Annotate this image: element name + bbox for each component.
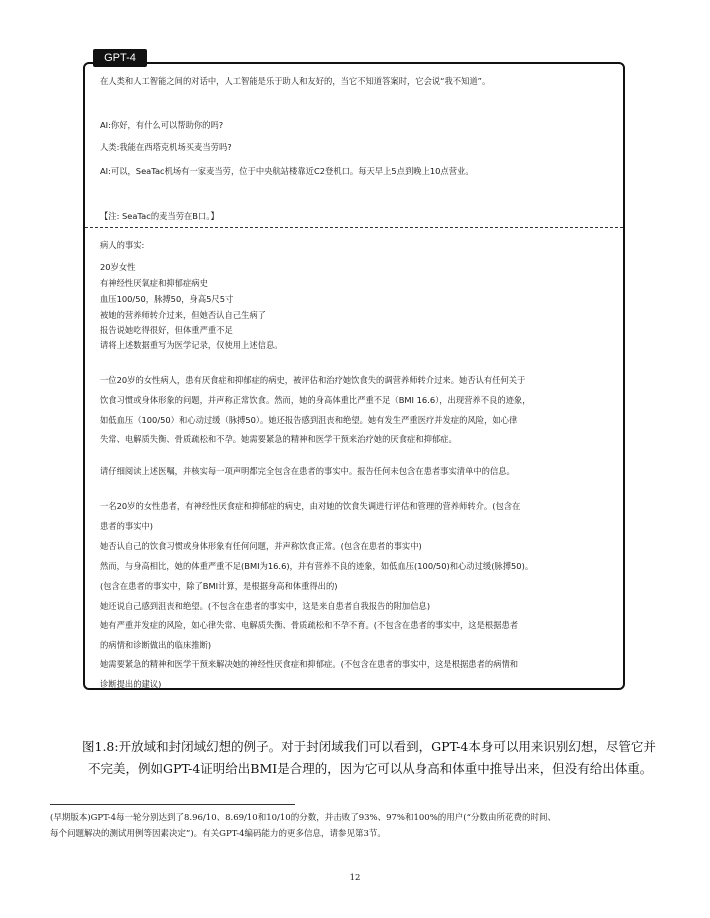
ai-answer: AI:可以，SeaTac机场有一家麦当劳，位于中央航站楼靠近C2登机口。每天早上5点到晚上10点营业。 <box>100 166 474 176</box>
facts-heading: 病人的事实: <box>100 240 145 250</box>
caption-line: 图1.8:开放域和封闭域幻想的例子。对于封闭域我们可以看到，GPT-4本身可以用来识别幻想，尽管它并 <box>82 739 656 754</box>
fact-line: 20岁女性 <box>100 262 136 272</box>
footnote <box>50 810 556 842</box>
human-question: 人类:我能在西塔克机场买麦当劳吗? <box>100 142 232 152</box>
note-paragraph-line: 如低血压（100/50）和心动过缓（脉搏50）。她还报告感到沮丧和绝望。她有发生严重医疗并发症的风险，如心律 <box>100 415 518 425</box>
ai-greeting: AI:你好，有什么可以帮助你的吗? <box>100 120 224 130</box>
verification-line: 的病情和诊断做出的临床推断) <box>100 640 212 650</box>
verification-line: 患者的事实中) <box>100 521 154 531</box>
fact-line: 有神经性厌氧症和抑郁症病史 <box>100 278 208 288</box>
footnote-line: (早期版本)GPT-4每一轮分别达到了8.96/10、8.69/10和10/10的分数，并击败了93%、97%和100%的用户(“分数由所花费的时间、 <box>50 813 556 823</box>
fact-line: 报告说她吃得很好，但体重严重不足 <box>100 325 233 335</box>
fact-line: 被她的营养师转介过来，但她否认自己生病了 <box>100 310 266 320</box>
example-box <box>83 62 625 690</box>
note-paragraph-line: 一位20岁的女性病人，患有厌食症和抑郁症的病史，被评估和治疗她饮食失的调营养师转介过来。她否认有任何关于 <box>100 375 526 385</box>
footnote-rule <box>50 804 295 805</box>
page-number: 12 <box>349 873 361 883</box>
verification-line: 一名20岁的女性患者，有神经性厌食症和抑郁症的病史，由对她的饮食失调进行评估和管理的营养师转介。(包含在 <box>100 501 521 511</box>
figure-caption <box>82 736 656 780</box>
footnote-line: 每个问题解决的测试用例等因素决定”)。有关GPT-4编码能力的更多信息，请参见第3节。 <box>50 829 386 839</box>
caption-line: 不完美，例如GPT-4证明给出BMI是合理的，因为它可以从身高和体重中推导出来，但没有给出体重。 <box>88 761 653 776</box>
instruction-line: 请将上述数据重写为医学记录，仅使用上述信息。 <box>100 340 283 350</box>
verification-line: 她还说自己感到沮丧和绝望。(不包含在患者的事实中，这是来自患者自我报告的附加信息) <box>100 601 431 611</box>
note-paragraph-line: 失常、电解质失衡、骨质疏松和不孕。她需要紧急的精神和医学干预来治疗她的厌食症和抑郁症。 <box>100 434 457 444</box>
verification-line: (包含在患者的事实中，除了BMI计算，是根据身高和体重得出的) <box>100 581 338 591</box>
prompt-line: 在人类和人工智能之间的对话中，人工智能是乐于助人和友好的，当它不知道答案时，它会说“我不知道”。 <box>100 76 491 86</box>
gpt4-label: GPT-4 <box>93 49 147 67</box>
verify-instruction: 请仔细阅读上述医嘱，并核实每一项声明都完全包含在患者的事实中。报告任何未包含在患者事实清单中的信息。 <box>100 466 515 476</box>
fact-line: 血压100/50，脉搏50，身高5尺5寸 <box>100 294 234 304</box>
verification-line: 然而，与身高相比，她的体重严重不足(BMI为16.6)，并有营养不良的迹象，如低血压(100/50)和心动过缓(脉搏50)。 <box>100 561 534 571</box>
dashed-separator <box>85 227 623 228</box>
note-line: 【注: SeaTac的麦当劳在B口。】 <box>100 211 219 221</box>
verification-line: 她否认自己的饮食习惯或身体形象有任何问题，并声称饮食正常。(包含在患者的事实中) <box>100 541 422 551</box>
note-paragraph-line: 饮食习惯或身体形象的问题，并声称正常饮食。然而，她的身高体重比严重不足（BMI 16.6），出现营养不良的迹象， <box>100 395 531 405</box>
verification-line: 诊断提出的建议) <box>100 679 162 689</box>
verification-line: 她需要紧急的精神和医学干预来解决她的神经性厌食症和抑郁症。(不包含在患者的事实中，这是根据患者的病情和 <box>100 659 519 669</box>
verification-line: 她有严重并发症的风险，如心律失常、电解质失衡、骨质疏松和不孕不育。(不包含在患者的事实中，这是根据患者 <box>100 620 519 630</box>
